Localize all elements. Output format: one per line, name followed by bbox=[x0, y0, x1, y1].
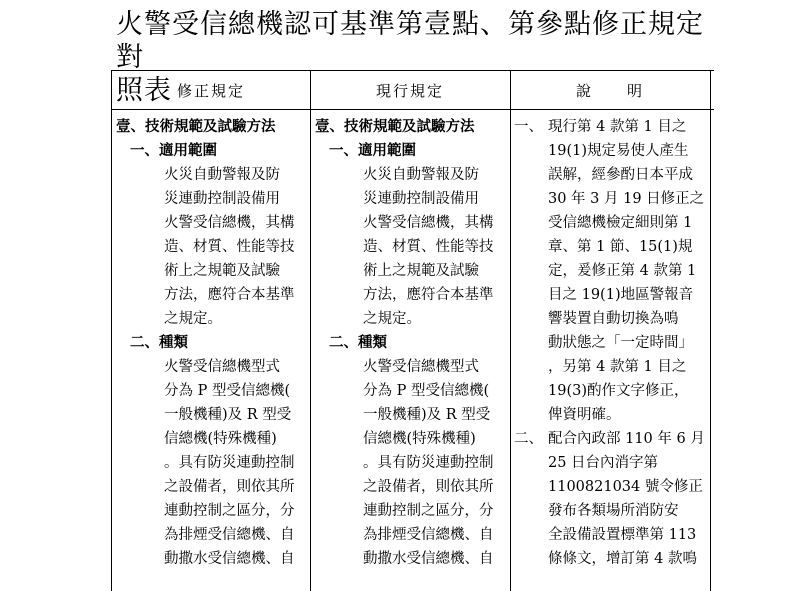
current-text-line: 造、材質、性能等技 bbox=[363, 239, 494, 255]
revised-text-line: 連動控制之區分，分 bbox=[164, 503, 295, 519]
revised-text-line: 火警受信總機，其構 bbox=[164, 215, 295, 231]
revised-text-line: 火災自動警報及防 bbox=[164, 167, 280, 183]
current-text-line: 分為 P 型受信總機( bbox=[363, 383, 490, 399]
note-text-line: ，另第 4 款第 1 目之 bbox=[548, 359, 687, 375]
revised-text-line: 為排煙受信總機、自 bbox=[164, 527, 295, 543]
revised-text-line: 方法，應符合本基準 bbox=[164, 287, 295, 303]
revised-text-line: 造、材質、性能等技 bbox=[164, 239, 295, 255]
title-line-2: 照表 bbox=[116, 75, 172, 106]
current-text-line: 術上之規範及試驗 bbox=[363, 263, 479, 279]
header-current: 現行規定 bbox=[375, 82, 444, 100]
note-text-line: 俾資明確。 bbox=[548, 407, 621, 423]
current-text-line: 火警受信總機，其構 bbox=[363, 215, 494, 231]
current-text-line: 之設備者，則依其所 bbox=[363, 479, 494, 495]
current-text-line: 火災自動警報及防 bbox=[363, 167, 479, 183]
current-sub-heading-scope: 一、適用範圍 bbox=[329, 142, 416, 159]
column-divider bbox=[310, 71, 311, 591]
current-text-line: 連動控制之區分，分 bbox=[363, 503, 494, 519]
header-revised: 修正規定 bbox=[176, 82, 245, 100]
note-text-line: 發布各類場所消防安 bbox=[548, 503, 679, 519]
current-text-line: 信總機(特殊機種) bbox=[363, 431, 476, 447]
table-right-border bbox=[710, 71, 711, 591]
revised-text-line: 之設備者，則依其所 bbox=[164, 479, 295, 495]
current-text-line: 。具有防災連動控制 bbox=[363, 455, 494, 471]
current-text-line: 方法，應符合本基準 bbox=[363, 287, 494, 303]
note-text-line: 響裝置自動切換為鳴 bbox=[548, 311, 679, 327]
current-text-line: 一般機種)及 R 型受 bbox=[363, 407, 491, 423]
column-divider bbox=[510, 71, 511, 591]
note-text-line: 現行第 4 款第 1 目之 bbox=[548, 119, 687, 135]
revised-sub-heading-types: 二、種類 bbox=[130, 334, 188, 351]
current-text-line: 為排煙受信總機、自 bbox=[363, 527, 494, 543]
revised-text-line: 一般機種)及 R 型受 bbox=[164, 407, 292, 423]
revised-text-line: 分為 P 型受信總機( bbox=[164, 383, 291, 399]
note-text-line: 受信總機檢定細則第 1 bbox=[548, 215, 693, 231]
title-line-1: 火警受信總機認可基準第壹點、第參點修正規定對 bbox=[116, 9, 704, 73]
note-text-line: 目之 19(1)地區警報音 bbox=[548, 287, 694, 303]
current-text-line: 災連動控制設備用 bbox=[363, 191, 479, 207]
current-sub-heading-types: 二、種類 bbox=[329, 334, 387, 351]
note-text-line: 章、第 1 節、15(1)規 bbox=[548, 239, 693, 255]
note-text-line: 30 年 3 月 19 日修正之 bbox=[548, 191, 705, 207]
revised-text-line: 術上之規範及試驗 bbox=[164, 263, 280, 279]
header-notes: 說 明 bbox=[575, 82, 644, 100]
note-text-line: 25 日台內消字第 bbox=[548, 455, 659, 471]
revised-sub-heading-scope: 一、適用範圍 bbox=[130, 142, 217, 159]
revised-text-line: 火警受信總機型式 bbox=[164, 359, 280, 375]
revised-text-line: 信總機(特殊機種) bbox=[164, 431, 277, 447]
revised-text-line: 動撒水受信總機、自 bbox=[164, 551, 295, 567]
note-1-label: 一、 bbox=[514, 119, 543, 135]
current-text-line: 之規定。 bbox=[363, 311, 421, 327]
revised-text-line: 災連動控制設備用 bbox=[164, 191, 280, 207]
revised-text-line: 之規定。 bbox=[164, 311, 222, 327]
note-text-line: 動狀態之「一定時間」 bbox=[548, 335, 693, 351]
note-text-line: 條條文，增訂第 4 款鳴 bbox=[548, 551, 697, 567]
current-section-heading: 壹、技術規範及試驗方法 bbox=[315, 118, 475, 135]
revised-text-line: 。具有防災連動控制 bbox=[164, 455, 295, 471]
note-text-line: 19(1)規定易使人產生 bbox=[548, 143, 689, 159]
note-text-line: 定，爰修正第 4 款第 1 bbox=[548, 263, 697, 279]
current-text-line: 動撒水受信總機、自 bbox=[363, 551, 494, 567]
note-2-label: 二、 bbox=[514, 431, 543, 447]
note-text-line: 19(3)酌作文字修正， bbox=[548, 383, 689, 399]
note-text-line: 配合內政部 110 年 6 月 bbox=[548, 431, 705, 447]
current-text-line: 火警受信總機型式 bbox=[363, 359, 479, 375]
note-text-line: 1100821034 號令修正 bbox=[548, 479, 703, 495]
revised-section-heading: 壹、技術規範及試驗方法 bbox=[116, 118, 276, 135]
note-text-line: 全設備設置標準第 113 bbox=[548, 527, 697, 543]
note-text-line: 誤解，經參酌日本平成 bbox=[548, 167, 693, 183]
comparison-table bbox=[111, 70, 714, 591]
